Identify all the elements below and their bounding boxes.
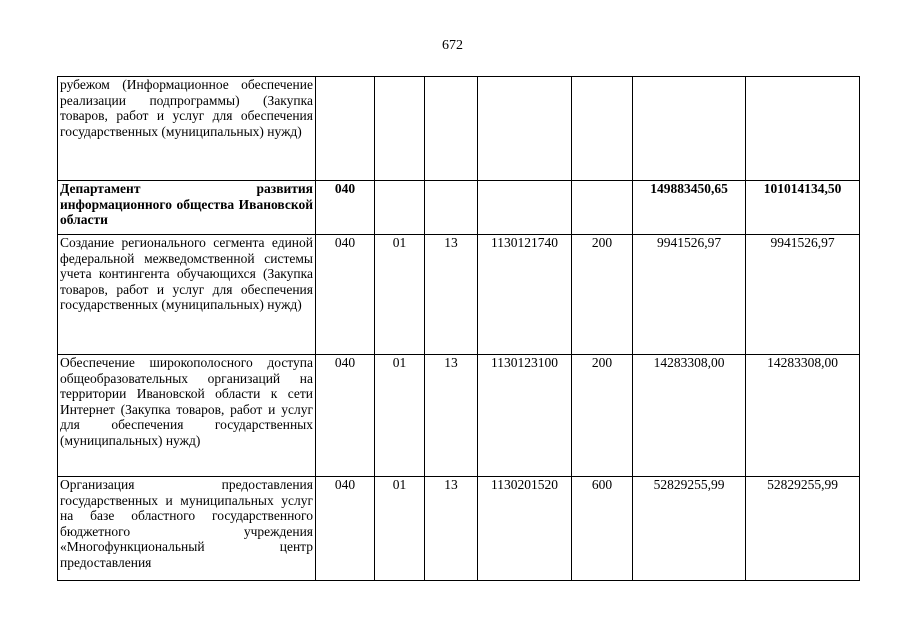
table-row [58, 77, 860, 181]
amount-year-1: 149883450,65 [633, 181, 746, 235]
section-code: 01 [375, 355, 425, 477]
section-code: 01 [375, 477, 425, 581]
table-row [58, 355, 860, 477]
target-article-code: 1130123100 [478, 355, 572, 477]
amount-year-1 [633, 77, 746, 181]
row-description: Департамент развития информационного общества Ивановской области [58, 181, 316, 235]
budget-table [57, 76, 860, 581]
ministry-code: 040 [316, 355, 375, 477]
ministry-code [316, 77, 375, 181]
ministry-code: 040 [316, 235, 375, 355]
subsection-code: 13 [425, 235, 478, 355]
expense-type-code: 200 [572, 355, 633, 477]
expense-type-code: 600 [572, 477, 633, 581]
target-article-code [478, 181, 572, 235]
ministry-code: 040 [316, 477, 375, 581]
row-description: рубежом (Информационное обеспечение реализации подпрограммы) (Закупка товаров, работ и услуг для обеспечения государственных (муниципальных) нужд) [58, 77, 316, 181]
amount-year-2: 9941526,97 [746, 235, 860, 355]
subsection-code [425, 77, 478, 181]
amount-year-2: 101014134,50 [746, 181, 860, 235]
table-row [58, 235, 860, 355]
subsection-code: 13 [425, 355, 478, 477]
row-description: Создание регионального сегмента единой федеральной межведомственной системы учета контингента обучающихся (Закупка товаров, работ и услуг для обеспечения государственных (муниципальных) нужд) [58, 235, 316, 355]
target-article-code: 1130201520 [478, 477, 572, 581]
amount-year-1: 52829255,99 [633, 477, 746, 581]
amount-year-2 [746, 77, 860, 181]
row-description: Организация предоставления государственных и муниципальных услуг на базе областного государственного бюджетного учреждения «Многофункциональный центр предоставления [58, 477, 316, 581]
amount-year-2: 14283308,00 [746, 355, 860, 477]
section-code [375, 77, 425, 181]
expense-type-code [572, 181, 633, 235]
amount-year-2: 52829255,99 [746, 477, 860, 581]
section-code [375, 181, 425, 235]
section-code: 01 [375, 235, 425, 355]
table-row [58, 181, 860, 235]
page-number: 672 [442, 38, 463, 53]
row-description: Обеспечение широкополосного доступа общеобразовательных организаций на территории Ивановской области к сети Интернет (Закупка товаров, работ и услуг для обеспечения государственных (муниципальных) нужд) [58, 355, 316, 477]
target-article-code [478, 77, 572, 181]
expense-type-code [572, 77, 633, 181]
amount-year-1: 9941526,97 [633, 235, 746, 355]
ministry-code: 040 [316, 181, 375, 235]
subsection-code [425, 181, 478, 235]
amount-year-1: 14283308,00 [633, 355, 746, 477]
subsection-code: 13 [425, 477, 478, 581]
target-article-code: 1130121740 [478, 235, 572, 355]
expense-type-code: 200 [572, 235, 633, 355]
table-row [58, 477, 860, 581]
